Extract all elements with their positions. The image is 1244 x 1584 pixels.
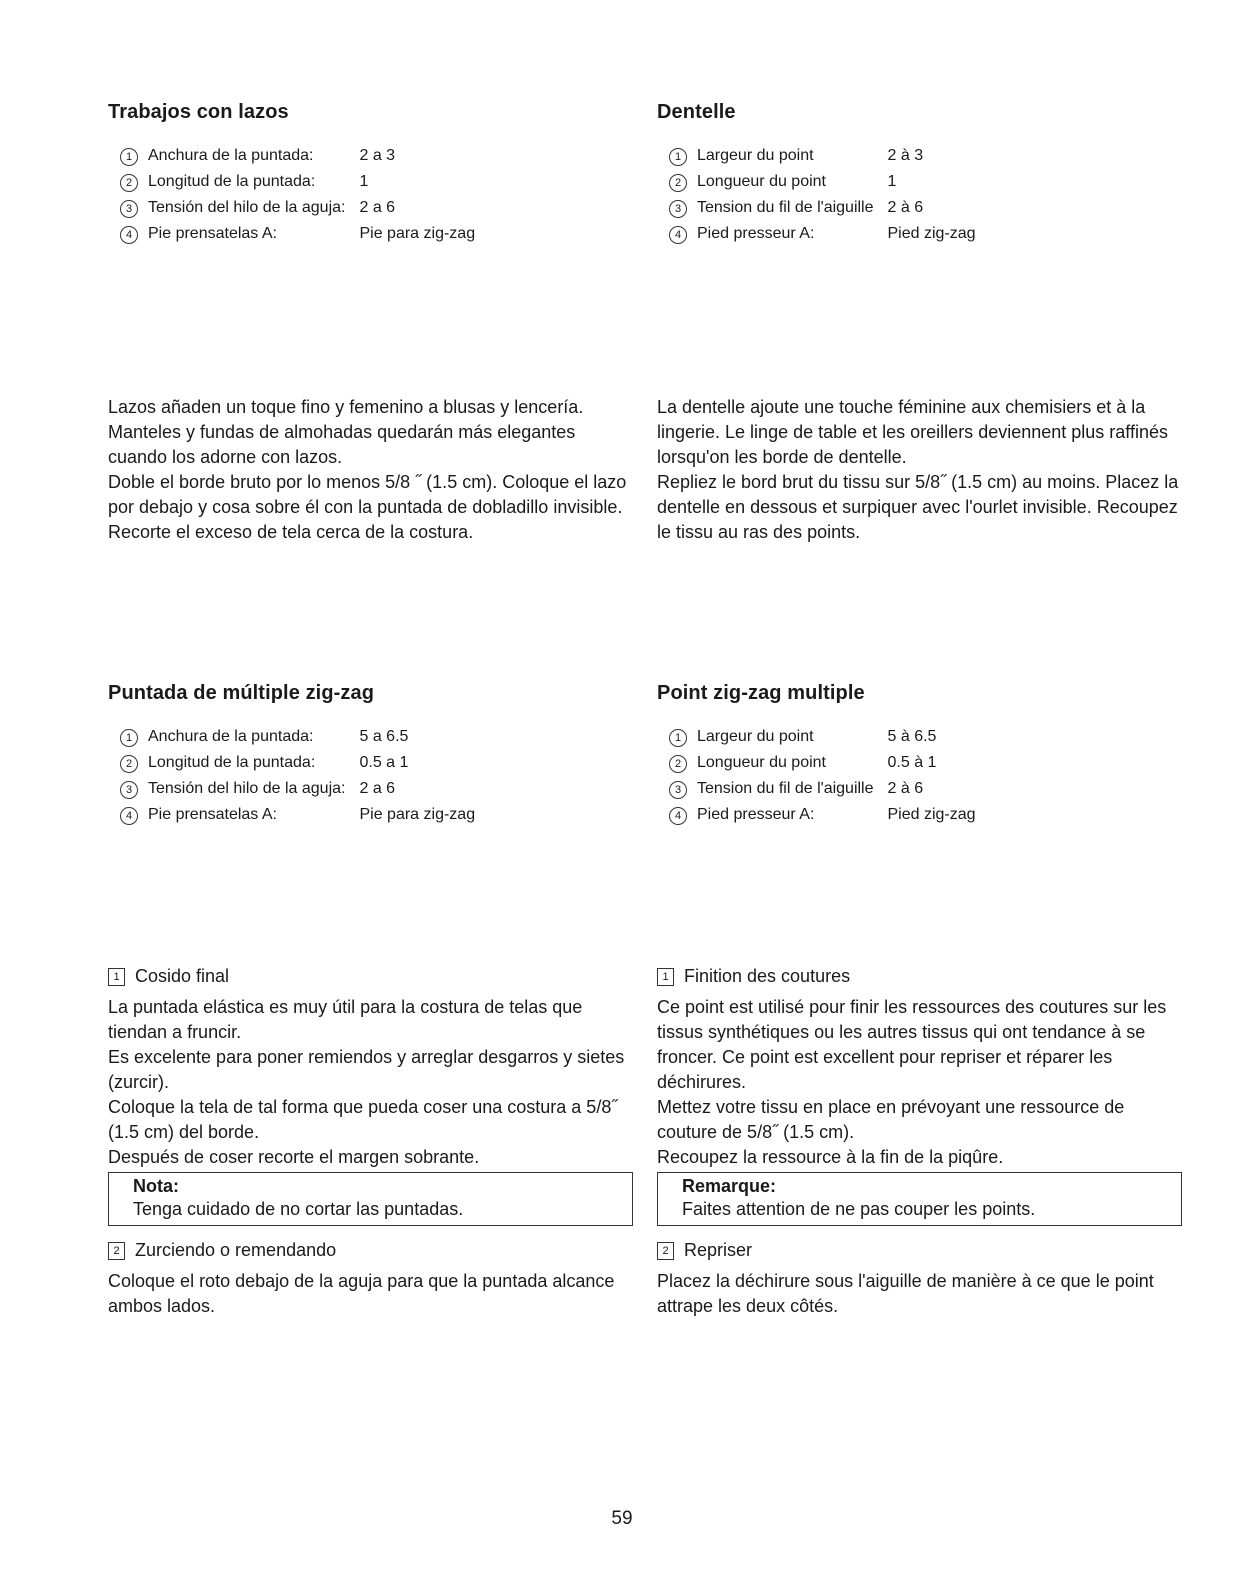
circled-number: 4 [669,226,687,244]
paragraph: Después de coser recorte el margen sobrante. [108,1147,480,1167]
boxed-number: 1 [108,968,125,986]
fr-multizigzag-section [657,682,1182,831]
settings-row [669,753,976,779]
setting-label: Longitud de la puntada: [148,173,316,190]
settings-row [120,805,475,831]
circled-number: 1 [120,729,138,747]
fr-multizigzag-settings [669,727,976,831]
paragraph: Placez la déchirure sous l'aiguille de manière à ce que le point attrape les deux côtés. [657,1271,1154,1316]
es-multizigzag-title: Puntada de múltiple zig-zag [108,682,375,704]
note-title: Remarque: [682,1176,777,1196]
settings-row [120,146,475,172]
fr-dentelle-title: Dentelle [657,101,736,123]
circled-number: 3 [669,781,687,799]
settings-row [120,753,475,779]
settings-row [669,146,976,172]
setting-value: 1 [887,173,897,190]
circled-number: 4 [669,807,687,825]
circled-number: 1 [120,148,138,166]
setting-value: 0.5 a 1 [359,754,409,771]
subsection-title: Finition des coutures [684,966,851,986]
note-text: Faites attention de ne pas couper les points. [682,1199,1036,1219]
fr-dentelle-body [657,395,1182,545]
setting-value: 5 a 6.5 [359,728,409,745]
circled-number: 3 [669,200,687,218]
subsection-heading [108,1238,633,1263]
subsection-title: Repriser [684,1240,753,1260]
es-multizigzag-section [108,682,633,831]
es-lazos-section [108,101,633,250]
settings-row [120,172,475,198]
settings-row [120,727,475,753]
settings-row [669,779,976,805]
subsection-heading [108,964,633,989]
boxed-number: 1 [657,968,674,986]
setting-label: Pied presseur A: [697,225,815,242]
setting-value: 2 a 3 [359,147,396,164]
settings-row [669,172,976,198]
es-finishing-section [108,964,633,1319]
setting-label: Largeur du point [697,728,814,745]
paragraph: Mettez votre tissu en place en prévoyant une ressource de couture de 5/8˝ (1.5 cm). [657,1097,1125,1142]
paragraph: Recoupez la ressource à la fin de la piqûre. [657,1147,1004,1167]
setting-value: 2 à 6 [887,780,924,797]
note-title: Nota: [133,1176,179,1196]
setting-value: 1 [359,173,369,190]
subsection-heading [657,964,1182,989]
circled-number: 2 [120,755,138,773]
es-lazos-body [108,395,633,545]
note-text: Tenga cuidado de no cortar las puntadas. [133,1199,464,1219]
subsection-heading [657,1238,1182,1263]
boxed-number: 2 [657,1242,674,1260]
circled-number: 2 [120,174,138,192]
setting-label: Longueur du point [697,173,826,190]
setting-label: Anchura de la puntada: [148,728,314,745]
setting-label: Tensión del hilo de la aguja: [148,199,346,216]
paragraph: La dentelle ajoute une touche féminine aux chemisiers et à la lingerie. Le linge de table et les oreillers deviennent plus raffinés lorsqu'on les borde de dentelle. [657,397,1168,467]
paragraph: Es excelente para poner remiendos y arreglar desgarros y sietes (zurcir). [108,1047,625,1092]
paragraph: Ce point est utilisé pour finir les ressources des coutures sur les tissus synthétiques ou les autres tissus qui ont tendance à se froncer. Ce point est excellent pour repriser et réparer les déchirures. [657,997,1167,1092]
setting-value: 2 à 3 [887,147,924,164]
circled-number: 1 [669,148,687,166]
setting-value: 2 a 6 [359,780,396,797]
subsection-title: Cosido final [135,966,230,986]
setting-label: Pied presseur A: [697,806,815,823]
setting-value: 2 à 6 [887,199,924,216]
circled-number: 1 [669,729,687,747]
setting-label: Pie prensatelas A: [148,806,277,823]
setting-label: Tension du fil de l'aiguille [697,780,874,797]
circled-number: 2 [669,755,687,773]
es-lazos-settings [120,146,475,250]
settings-row [120,779,475,805]
fr-dentelle-section [657,101,1182,250]
settings-row [669,198,976,224]
setting-value: Pie para zig-zag [359,225,476,242]
circled-number: 2 [669,174,687,192]
setting-label: Longueur du point [697,754,826,771]
fr-multizigzag-title: Point zig-zag multiple [657,682,865,704]
es-multizigzag-settings [120,727,475,831]
circled-number: 3 [120,781,138,799]
note-box [657,1172,1182,1226]
page-number: 59 [611,1508,633,1529]
paragraph: Repliez le bord brut du tissu sur 5/8˝ (1.5 cm) au moins. Placez la dentelle en dessous et surpiquer avec l'ourlet invisible. Recoupez le tissu au ras des points. [657,472,1179,542]
setting-value: 5 à 6.5 [887,728,937,745]
setting-value: Pied zig-zag [887,225,976,242]
boxed-number: 2 [108,1242,125,1260]
fr-dentelle-settings [669,146,976,250]
paragraph: Coloque la tela de tal forma que pueda coser una costura a 5/8˝ (1.5 cm) del borde. [108,1097,618,1142]
settings-row [669,224,976,250]
setting-value: 2 a 6 [359,199,396,216]
setting-value: Pied zig-zag [887,806,976,823]
subsection-title: Zurciendo o remendando [135,1240,337,1260]
circled-number: 4 [120,226,138,244]
settings-row [669,727,976,753]
setting-label: Tension du fil de l'aiguille [697,199,874,216]
setting-label: Largeur du point [697,147,814,164]
settings-row [120,224,475,250]
setting-label: Longitud de la puntada: [148,754,316,771]
paragraph: Doble el borde bruto por lo menos 5/8 ˝ (1.5 cm). Coloque el lazo por debajo y cosa sobre él con la puntada de dobladillo invisible. Recorte el exceso de tela cerca de la costura. [108,472,627,542]
paragraph: Lazos añaden un toque fino y femenino a blusas y lencería. Manteles y fundas de almohadas quedarán más elegantes cuando los adorne con lazos. [108,397,584,467]
setting-label: Anchura de la puntada: [148,147,314,164]
note-box [108,1172,633,1226]
settings-row [120,198,475,224]
paragraph: Coloque el roto debajo de la aguja para que la puntada alcance ambos lados. [108,1271,615,1316]
setting-label: Tensión del hilo de la aguja: [148,780,346,797]
circled-number: 4 [120,807,138,825]
settings-row [669,805,976,831]
setting-value: 0.5 à 1 [887,754,937,771]
circled-number: 3 [120,200,138,218]
setting-value: Pie para zig-zag [359,806,476,823]
es-lazos-title: Trabajos con lazos [108,101,289,123]
setting-label: Pie prensatelas A: [148,225,277,242]
paragraph: La puntada elástica es muy útil para la costura de telas que tiendan a fruncir. [108,997,583,1042]
fr-finishing-section [657,964,1182,1319]
